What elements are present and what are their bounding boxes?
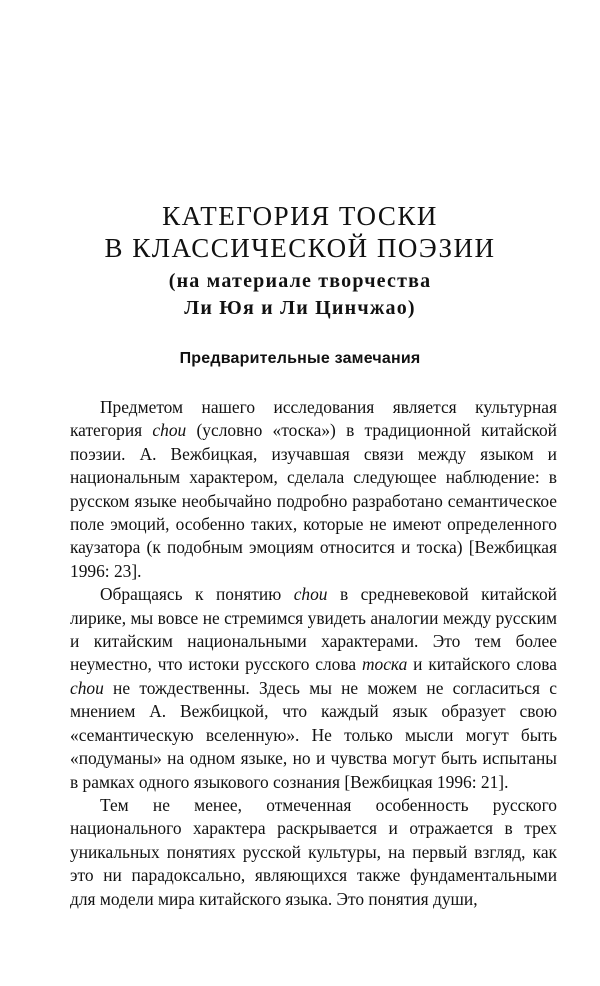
paragraph-1-term-chou: chou [152,420,187,441]
paragraph-1 [70,396,557,583]
chapter-subtitle-line-1: (на материале творчества [168,270,432,292]
chapter-subtitle-line-2: Ли Юя и Ли Цинчжао) [184,297,416,319]
paragraph-2-term-chou: chou [293,584,328,605]
section-heading: Предварительные замечания [179,350,421,367]
paragraph-2-text-c: и китайского слова [407,654,557,675]
paragraph-3 [70,794,557,911]
paragraph-2-text-d: не тождественны. Здесь мы не можем не согласиться с мнением А. Вежбицкой, что каждый язык образует свою «семантическую вселенную». Не только мысли могут быть «подуманы» на одном языке, но и чувства могут быть испытаны в рамках одного языкового сознания [Вежбицкая 1996: 21]. [70,677,557,792]
paragraph-1-text-b: (условно «тоска») в традиционной китайской поэзии. А. Вежбицкая, изучавшая связи между языком и национальным характером, сделала следующее наблюдение: в русском языке необычайно подробно разработано семантическое поле эмоций, особенно таких, которые не имеют определенного каузатора (к подобным эмоциям относится и тоска) [Вежбицкая 1996: 23]. [70,420,557,581]
paragraph-2-term-chou-2: chou [70,677,104,698]
paragraph-2-text-b: в средневековой китайской лирике, мы вовсе не стремимся увидеть аналогии между русским и китайским национальными характерами. Это тем более неуместно, что истоки русского слова [70,584,557,675]
chapter-title-line-2: В КЛАССИЧЕСКОЙ ПОЭЗИИ [104,233,496,263]
paragraph-2 [70,583,557,794]
paragraph-3-text: Тем не менее, отмеченная особенность русского национального характера раскрывается и отражается в трех уникальных понятиях русской культуры, на первый взгляд, как это ни парадоксально, являющихся также фундаментальными для модели мира китайского языка. Это понятия души, [70,794,557,909]
chapter-title-block [0,200,600,322]
chapter-title-line-1: КАТЕГОРИЯ ТОСКИ [162,201,438,231]
paragraph-2-text-a: Обращаясь к понятию [100,584,294,605]
paragraph-1-text-a: Предметом нашего исследования является культурная категория [70,397,557,441]
paragraph-2-term-toska: тоска [361,654,408,675]
body-text [70,396,557,911]
